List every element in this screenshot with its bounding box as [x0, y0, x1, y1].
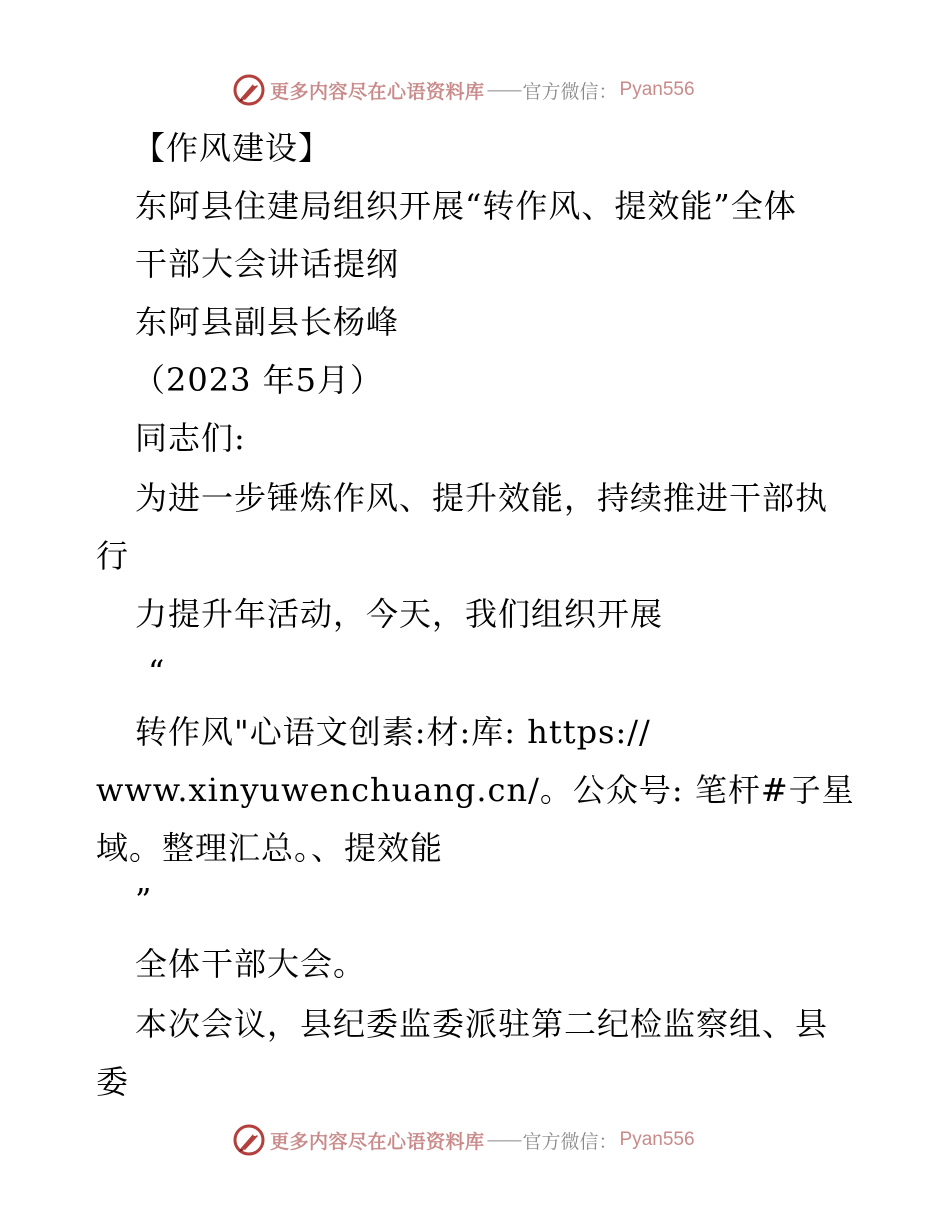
paragraph-4-line-2: 委 — [96, 1063, 130, 1101]
footer-banner-wechat-id: Pyan556 — [619, 1129, 695, 1150]
header-banner — [0, 70, 950, 110]
pen-logo-icon — [232, 1123, 266, 1157]
header-banner-dash: —— — [486, 79, 521, 101]
paragraph-2-line-2: www.xinyuwenchuang.cn/。公众号: 笔杆#子星 — [96, 771, 855, 809]
footer-banner-main-text: 更多内容尽在心语资料库 — [270, 1130, 485, 1153]
pen-logo-icon — [232, 73, 266, 107]
paragraph-4-line-1: 本次会议，县纪委监委派驻第二纪检监察组、县 — [135, 1005, 829, 1043]
date-line: （2023 年5月） — [133, 361, 383, 399]
section-tag: 【作风建设】 — [133, 129, 332, 167]
author-line: 东阿县副县长杨峰 — [135, 303, 400, 341]
footer-banner-content — [232, 1120, 695, 1160]
paragraph-2-line-1: 转作风"心语文创素:材:库: https:// — [135, 713, 651, 751]
header-banner-main-text: 更多内容尽在心语资料库 — [270, 80, 485, 103]
header-banner-wechat-id: Pyan556 — [619, 79, 695, 100]
title-line-1: 东阿县住建局组织开展“转作风、提效能”全体 — [135, 187, 797, 225]
paragraph-1-line-1: 为进一步锤炼作风、提升效能，持续推进干部执 — [135, 479, 829, 517]
paragraph-2-line-3: 域。整理汇总。、提效能 — [96, 829, 444, 867]
salutation: 同志们: — [135, 419, 246, 457]
quote-close-mark: ” — [135, 881, 153, 919]
paragraph-1-line-3: 力提升年活动，今天，我们组织开展 — [135, 595, 664, 633]
title-line-2: 干部大会讲话提纲 — [135, 245, 400, 283]
footer-banner-wechat-label: 官方微信： — [522, 1130, 618, 1153]
paragraph-3: 全体干部大会。 — [135, 945, 367, 983]
paragraph-1-line-2: 行 — [96, 537, 130, 575]
quote-open-mark: “ — [148, 653, 166, 691]
header-banner-content — [232, 70, 695, 110]
footer-banner-dash: —— — [486, 1129, 521, 1151]
footer-banner — [0, 1120, 950, 1160]
header-banner-wechat-label: 官方微信： — [522, 80, 618, 103]
